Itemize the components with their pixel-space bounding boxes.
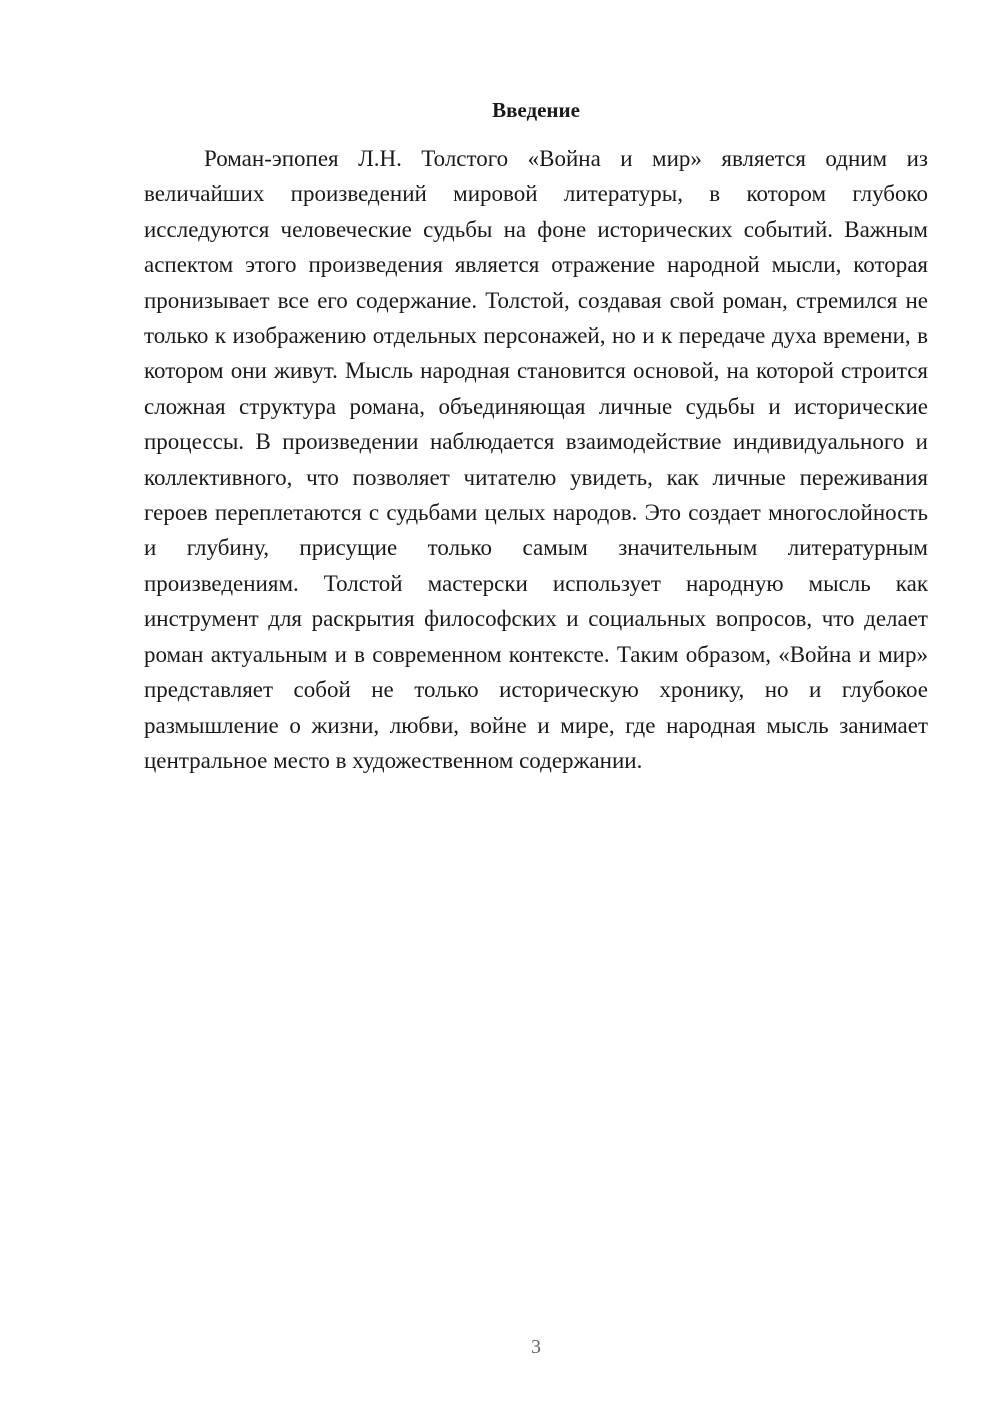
page-number: 3: [531, 1336, 541, 1358]
section-heading: Введение: [492, 98, 580, 122]
body-paragraph: Роман-эпопея Л.Н. Толстого «Война и мир» является одним из величайших произведений мировой литературы, в котором глубоко исследуются человеческие судьбы на фоне исторических событий. Важным аспектом этого произведения является отражение народной мысли, которая пронизывает все его содержание. Толстой, создавая свой роман, стремился не только к изображению отдельных персонажей, но и к передаче духа времени, в котором они живут. Мысль народная становится основой, на которой строится сложная структура романа, объединяющая личные судьбы и исторические процессы. В произведении наблюдается взаимодействие индивидуального и коллективного, что позволяет читателю увидеть, как личные переживания героев переплетаются с судьбами целых народов. Это создает многослойность и глубину, присущие только самым значительным литературным произведениям. Толстой мастерски использует народную мысль как инструмент для раскрытия философских и социальных вопросов, что делает роман актуальным и в современном контексте. Таким образом, «Война и мир» представляет собой не только историческую хронику, но и глубокое размышление о жизни, любви, войне и мире, где народная мысль занимает центральное место в художественном содержании.: [144, 146, 928, 773]
